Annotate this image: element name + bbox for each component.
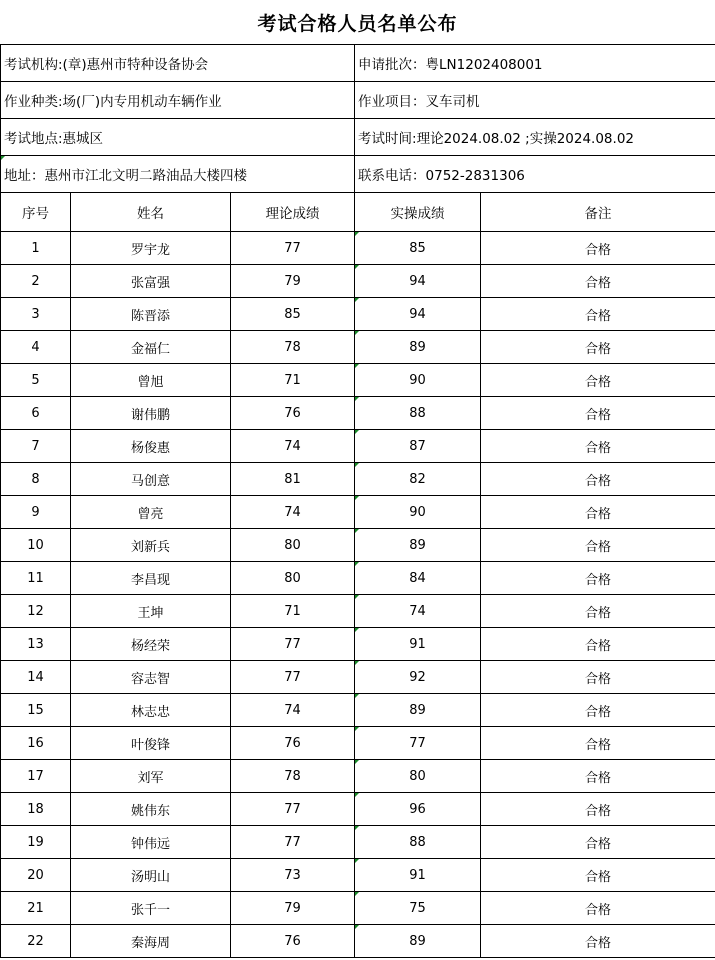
cell-theory-score: 73 [231, 859, 355, 892]
cell-remark: 合格 [481, 760, 715, 793]
table-row [1, 529, 715, 562]
column-header: 序号 [1, 193, 71, 232]
cell-remark: 合格 [481, 496, 715, 529]
cell-practice-score: 75 [355, 892, 481, 925]
cell-seq-no: 17 [1, 760, 71, 793]
cell-remark: 合格 [481, 826, 715, 859]
cell-theory-score: 78 [231, 331, 355, 364]
table-row [1, 892, 715, 925]
cell-seq-no: 5 [1, 364, 71, 397]
table-row [1, 595, 715, 628]
cell-seq-no: 21 [1, 892, 71, 925]
cell-practice-score: 80 [355, 760, 481, 793]
cell-theory-score: 81 [231, 463, 355, 496]
cell-practice-score: 87 [355, 430, 481, 463]
cell-practice-score: 77 [355, 727, 481, 760]
table-row [1, 793, 715, 826]
cell-theory-score: 71 [231, 364, 355, 397]
cell-seq-no: 15 [1, 694, 71, 727]
cell-remark: 合格 [481, 628, 715, 661]
cell-name: 张千一 [71, 892, 231, 925]
cell-seq-no: 3 [1, 298, 71, 331]
table-row [1, 331, 715, 364]
cell-practice-score: 74 [355, 595, 481, 628]
cell-remark: 合格 [481, 595, 715, 628]
cell-seq-no: 1 [1, 232, 71, 265]
cell-seq-no: 20 [1, 859, 71, 892]
cell-practice-score: 92 [355, 661, 481, 694]
cell-remark: 合格 [481, 859, 715, 892]
cell-practice-score: 96 [355, 793, 481, 826]
cell-remark: 合格 [481, 925, 715, 958]
work-category: 作业种类:场(厂)内专用机动车辆作业 [1, 82, 355, 119]
cell-name: 钟伟远 [71, 826, 231, 859]
cell-seq-no: 14 [1, 661, 71, 694]
info-row [1, 45, 715, 82]
cell-seq-no: 18 [1, 793, 71, 826]
cell-name: 林志忠 [71, 694, 231, 727]
cell-remark: 合格 [481, 661, 715, 694]
column-header: 备注 [481, 193, 715, 232]
cell-practice-score: 94 [355, 265, 481, 298]
cell-theory-score: 77 [231, 826, 355, 859]
cell-remark: 合格 [481, 430, 715, 463]
cell-name: 罗宇龙 [71, 232, 231, 265]
info-row [1, 119, 715, 156]
contact-phone: 联系电话：0752-2831306 [355, 156, 715, 193]
cell-practice-score: 90 [355, 364, 481, 397]
cell-name: 马创意 [71, 463, 231, 496]
cell-seq-no: 11 [1, 562, 71, 595]
info-row [1, 156, 715, 193]
cell-theory-score: 80 [231, 562, 355, 595]
page-title: 考试合格人员名单公布 [257, 12, 458, 35]
cell-seq-no: 4 [1, 331, 71, 364]
cell-theory-score: 76 [231, 397, 355, 430]
cell-practice-score: 89 [355, 925, 481, 958]
cell-name: 张富强 [71, 265, 231, 298]
table-row [1, 694, 715, 727]
table-row [1, 496, 715, 529]
cell-theory-score: 79 [231, 892, 355, 925]
cell-practice-score: 90 [355, 496, 481, 529]
cell-practice-score: 88 [355, 826, 481, 859]
info-row [1, 82, 715, 119]
cell-name: 刘军 [71, 760, 231, 793]
cell-remark: 合格 [481, 562, 715, 595]
cell-name: 秦海周 [71, 925, 231, 958]
cell-remark: 合格 [481, 331, 715, 364]
cell-remark: 合格 [481, 529, 715, 562]
cell-name: 陈晋添 [71, 298, 231, 331]
cell-theory-score: 76 [231, 727, 355, 760]
exam-location: 考试地点:惠城区 [1, 119, 355, 156]
cell-theory-score: 74 [231, 496, 355, 529]
cell-name: 谢伟鹏 [71, 397, 231, 430]
cell-name: 杨经荣 [71, 628, 231, 661]
cell-theory-score: 78 [231, 760, 355, 793]
cell-name: 王坤 [71, 595, 231, 628]
application-batch: 申请批次：粤LN1202408001 [355, 45, 715, 82]
cell-remark: 合格 [481, 397, 715, 430]
cell-remark: 合格 [481, 892, 715, 925]
table-row [1, 925, 715, 958]
cell-practice-score: 82 [355, 463, 481, 496]
cell-practice-score: 91 [355, 859, 481, 892]
table-row [1, 760, 715, 793]
exam-time: 考试时间:理论2024.08.02 ;实操2024.08.02 [355, 119, 715, 156]
table-header-row [1, 193, 715, 232]
table-row [1, 463, 715, 496]
cell-practice-score: 85 [355, 232, 481, 265]
table-row [1, 628, 715, 661]
address: 地址：惠州市江北文明二路油品大楼四楼 [1, 156, 355, 193]
table-row [1, 232, 715, 265]
cell-theory-score: 74 [231, 430, 355, 463]
cell-name: 杨俊惠 [71, 430, 231, 463]
table-row [1, 826, 715, 859]
cell-seq-no: 13 [1, 628, 71, 661]
cell-name: 曾亮 [71, 496, 231, 529]
cell-name: 姚伟东 [71, 793, 231, 826]
cell-seq-no: 19 [1, 826, 71, 859]
cell-theory-score: 74 [231, 694, 355, 727]
table-row [1, 727, 715, 760]
cell-name: 曾旭 [71, 364, 231, 397]
column-header: 理论成绩 [231, 193, 355, 232]
cell-remark: 合格 [481, 364, 715, 397]
column-header: 姓名 [71, 193, 231, 232]
results-table [0, 44, 715, 958]
cell-name: 李昌现 [71, 562, 231, 595]
cell-name: 刘新兵 [71, 529, 231, 562]
cell-name: 叶俊锋 [71, 727, 231, 760]
cell-seq-no: 9 [1, 496, 71, 529]
exam-institution: 考试机构:(章)惠州市特种设备协会 [1, 45, 355, 82]
cell-seq-no: 12 [1, 595, 71, 628]
cell-theory-score: 77 [231, 232, 355, 265]
cell-remark: 合格 [481, 793, 715, 826]
table-row [1, 430, 715, 463]
table-row [1, 859, 715, 892]
cell-theory-score: 85 [231, 298, 355, 331]
cell-name: 金福仁 [71, 331, 231, 364]
cell-seq-no: 10 [1, 529, 71, 562]
cell-remark: 合格 [481, 727, 715, 760]
cell-theory-score: 71 [231, 595, 355, 628]
cell-seq-no: 16 [1, 727, 71, 760]
cell-seq-no: 8 [1, 463, 71, 496]
cell-practice-score: 89 [355, 529, 481, 562]
table-row [1, 661, 715, 694]
cell-practice-score: 91 [355, 628, 481, 661]
table-row [1, 397, 715, 430]
cell-remark: 合格 [481, 694, 715, 727]
cell-theory-score: 77 [231, 628, 355, 661]
cell-remark: 合格 [481, 232, 715, 265]
cell-seq-no: 22 [1, 925, 71, 958]
cell-practice-score: 94 [355, 298, 481, 331]
cell-name: 容志智 [71, 661, 231, 694]
cell-remark: 合格 [481, 298, 715, 331]
cell-theory-score: 80 [231, 529, 355, 562]
cell-remark: 合格 [481, 265, 715, 298]
cell-remark: 合格 [481, 463, 715, 496]
cell-theory-score: 79 [231, 265, 355, 298]
results-table-body [1, 45, 715, 958]
table-row [1, 562, 715, 595]
cell-seq-no: 2 [1, 265, 71, 298]
cell-name: 汤明山 [71, 859, 231, 892]
cell-practice-score: 89 [355, 331, 481, 364]
cell-theory-score: 77 [231, 661, 355, 694]
table-row [1, 265, 715, 298]
cell-seq-no: 7 [1, 430, 71, 463]
table-row [1, 298, 715, 331]
table-row [1, 364, 715, 397]
cell-theory-score: 77 [231, 793, 355, 826]
cell-practice-score: 84 [355, 562, 481, 595]
column-header: 实操成绩 [355, 193, 481, 232]
cell-practice-score: 89 [355, 694, 481, 727]
cell-theory-score: 76 [231, 925, 355, 958]
cell-seq-no: 6 [1, 397, 71, 430]
cell-practice-score: 88 [355, 397, 481, 430]
work-item: 作业项目：叉车司机 [355, 82, 715, 119]
